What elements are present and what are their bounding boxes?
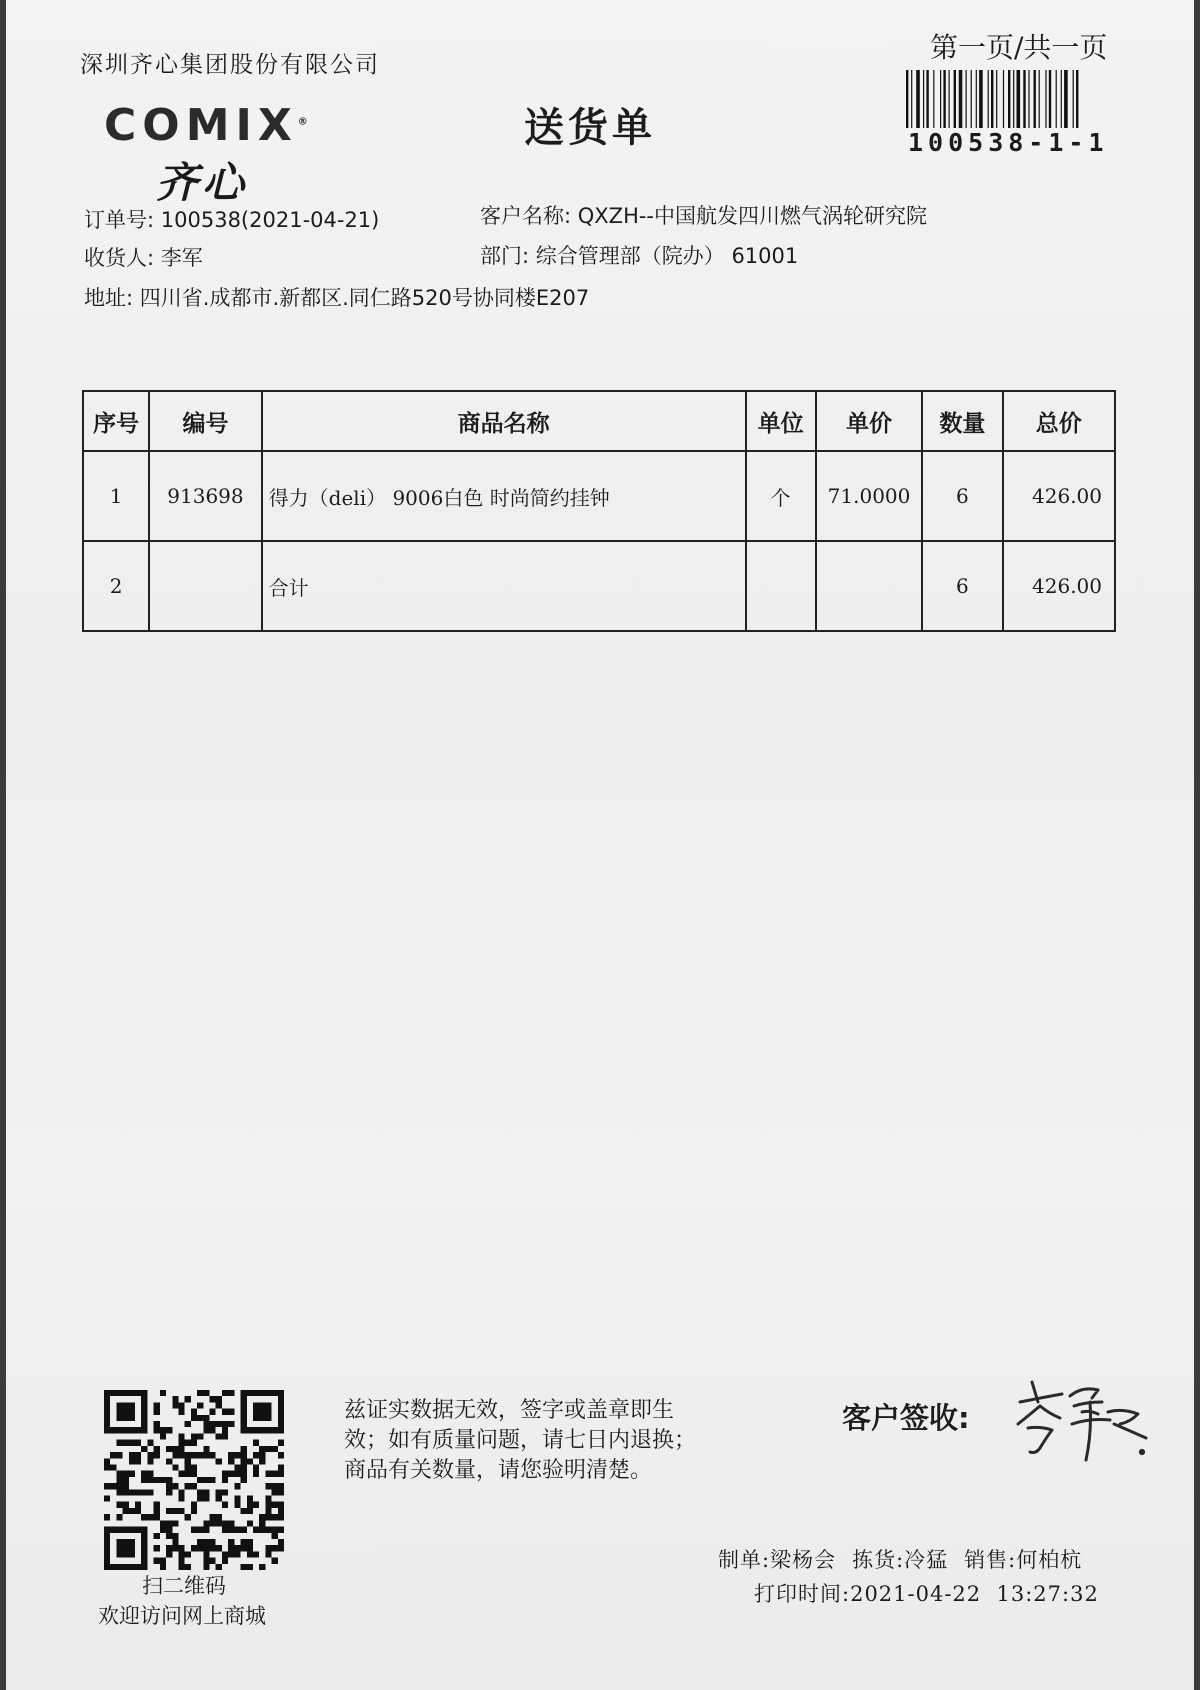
document-title: 送货单 (524, 105, 656, 151)
address-value: 四川省.成都市.新都区.同仁路520号协同楼E207 (139, 286, 590, 310)
cell-code (149, 541, 261, 631)
page-indicator: 第一页/共一页 (930, 31, 1108, 64)
header-quantity: 数量 (922, 391, 1002, 451)
cell-seq: 2 (83, 541, 149, 631)
items-table (82, 390, 1116, 632)
dept-label: 部门: (480, 244, 530, 268)
maker-label: 制单: (718, 1548, 771, 1572)
cell-unit (746, 541, 816, 631)
order-number (84, 204, 379, 234)
notice-line: 效；如有质量问题，请七日内退换； (344, 1428, 697, 1453)
cell-seq: 1 (83, 451, 149, 541)
cell-product-name: 得力（deli） 9006白色 时尚简约挂钟 (262, 451, 746, 541)
address (84, 282, 589, 312)
barcode-number: 100538-1-1 (908, 128, 1109, 157)
cell-total: 426.00 (1003, 451, 1115, 541)
print-value: 2021-04-22 13:27:32 (850, 1582, 1099, 1606)
table-row (83, 541, 1115, 631)
cell-product-name: 合计 (262, 541, 746, 631)
sales-label: 销售: (964, 1548, 1017, 1572)
qr-caption: 扫二维码 (142, 1574, 226, 1598)
cell-quantity: 6 (922, 541, 1002, 631)
header-unit-price: 单价 (816, 391, 922, 451)
cell-total: 426.00 (1003, 541, 1115, 631)
cell-unit-price: 71.0000 (816, 451, 922, 541)
logo-text: COMIX (104, 100, 298, 151)
qr-code-icon (104, 1390, 284, 1570)
receiver (84, 242, 203, 272)
print-label: 打印时间: (754, 1582, 851, 1606)
sales-value: 何柏杭 (1016, 1548, 1083, 1572)
receiver-value: 李军 (160, 246, 203, 270)
barcode-icon (906, 70, 1128, 128)
handwritten-signature (1010, 1372, 1160, 1472)
order-value: 100538(2021-04-21) (160, 208, 380, 232)
cell-unit-price (816, 541, 922, 631)
address-label: 地址: (84, 286, 134, 310)
table-header-row (83, 391, 1115, 451)
header-unit: 单位 (746, 391, 816, 451)
cell-unit: 个 (746, 451, 816, 541)
notice-line: 兹证实数据无效，签字或盖章即生 (344, 1398, 675, 1423)
receiver-label: 收货人: (84, 246, 155, 270)
dept-value: 综合管理部（院办） 61001 (535, 244, 799, 268)
notice-text (344, 1396, 754, 1486)
company-name: 深圳齐心集团股份有限公司 (80, 52, 380, 78)
notice-line: 商品有关数量，请您验明清楚。 (344, 1458, 653, 1483)
qr-caption-welcome: 欢迎访问网上商城 (98, 1604, 266, 1628)
picker-label: 拣货: (852, 1548, 905, 1572)
comix-logo (104, 100, 308, 151)
picker-value: 冷猛 (904, 1548, 949, 1572)
header-code: 编号 (149, 391, 261, 451)
department (480, 240, 798, 270)
cell-code: 913698 (149, 451, 261, 541)
registered-mark-icon: ® (297, 116, 308, 128)
delivery-note-paper (6, 0, 1194, 1690)
table-row (83, 451, 1115, 541)
cell-quantity: 6 (922, 451, 1002, 541)
order-label: 订单号: (84, 208, 155, 232)
customer-sign-label: 客户签收: (842, 1401, 970, 1435)
logo-chinese: 齐心 (156, 158, 249, 207)
header-product-name: 商品名称 (262, 391, 746, 451)
header-seq: 序号 (83, 391, 149, 451)
customer-value: QXZH--中国航发四川燃气涡轮研究院 (577, 204, 928, 228)
print-time (754, 1578, 1099, 1608)
header-total: 总价 (1003, 391, 1115, 451)
staff-line (718, 1544, 1082, 1574)
maker-value: 梁杨会 (770, 1548, 837, 1572)
customer-name (480, 200, 927, 230)
customer-label: 客户名称: (480, 204, 572, 228)
